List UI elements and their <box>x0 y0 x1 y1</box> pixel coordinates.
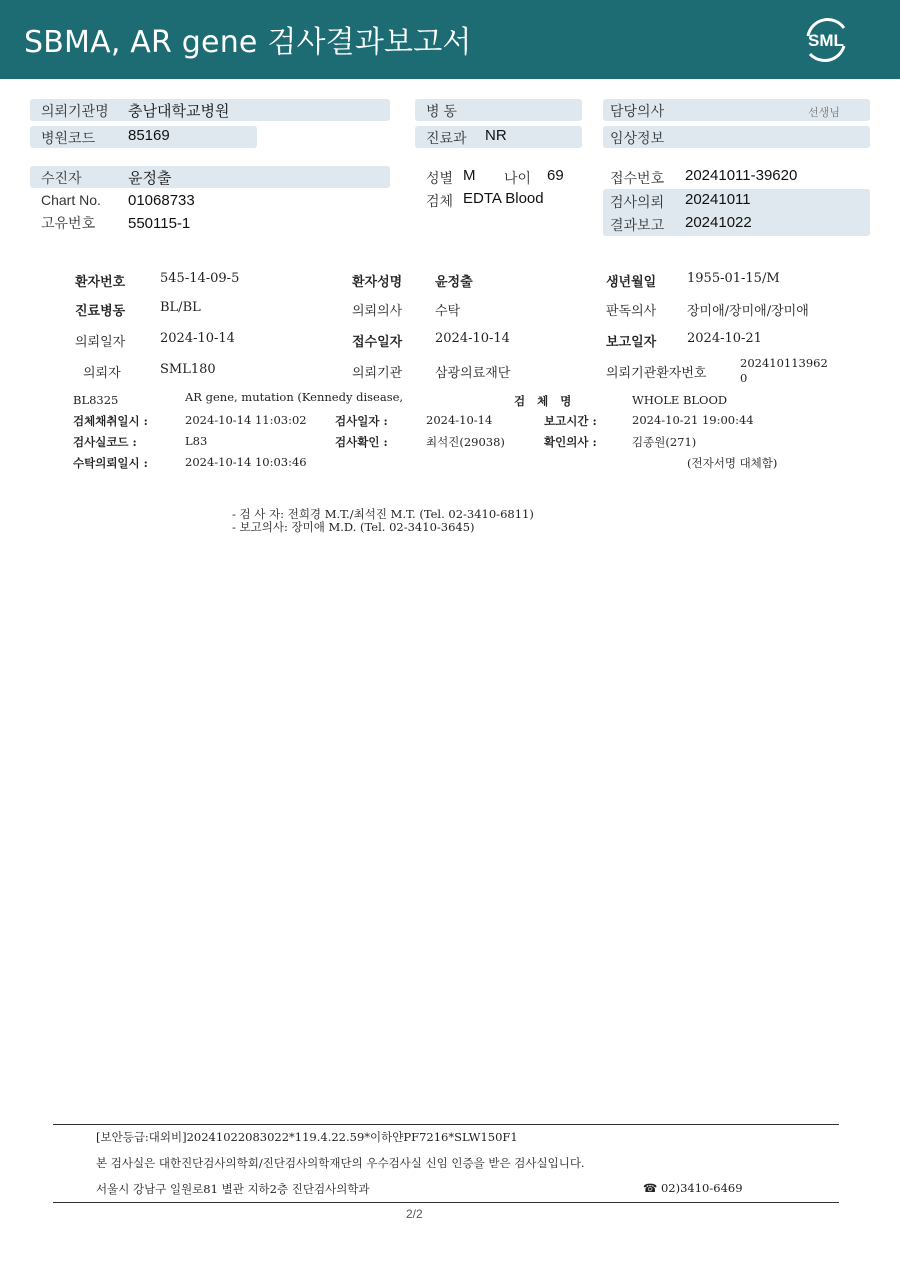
lab-code-value: L83 <box>185 434 208 448</box>
unique-value: 550115-1 <box>128 215 191 232</box>
institution-value: 충남대학교병원 <box>128 103 230 120</box>
ward-scan-label: 진료병동 <box>75 304 126 319</box>
specimen-name-label: 검 체 명 <box>514 394 576 408</box>
reporter-line: - 보고의사: 장미애 M.D. (Tel. 02-3410-3645) <box>232 520 475 534</box>
report-value: 20241022 <box>685 214 752 231</box>
report-date-value: 2024-10-21 <box>687 331 762 346</box>
report-date-label: 보고일자 <box>606 335 657 350</box>
collect-label: 검체채취일시 : <box>73 414 148 428</box>
req-inst-label: 의뢰기관 <box>352 366 403 381</box>
contract-value: 2024-10-14 10:03:46 <box>185 455 307 469</box>
institution-label: 의뢰기관명 <box>41 103 109 119</box>
specimen-value: EDTA Blood <box>463 190 544 207</box>
reading-doctor-label: 판독의사 <box>606 304 657 319</box>
test-code: BL8325 <box>73 393 119 407</box>
patient-no-value: 545-14-09-5 <box>160 271 240 286</box>
dept-label: 진료과 <box>426 130 467 146</box>
unique-label: 고유번호 <box>41 215 96 231</box>
page-number: 2/2 <box>406 1207 423 1221</box>
patient-value: 윤정출 <box>128 170 172 187</box>
test-date-label: 검사일자 : <box>335 414 388 428</box>
chart-value: 01068733 <box>128 192 195 209</box>
requester-label: 의뢰자 <box>83 366 121 381</box>
phone-line: ☎ 02)3410-6469 <box>643 1181 743 1195</box>
confirm-doctor-label: 확인의사 : <box>544 435 597 449</box>
inst-patient-no-value: 202410113962 <box>740 356 828 370</box>
requester-value: SML180 <box>160 362 216 377</box>
recv-date-label: 접수일자 <box>352 335 403 350</box>
patient-no-label: 환자번호 <box>75 275 126 290</box>
doctor-suffix: 선생님 <box>808 107 840 119</box>
report-header <box>0 0 900 79</box>
req-inst-value: 삼광의료재단 <box>435 366 511 381</box>
confirm-label: 검사확인 : <box>335 435 388 449</box>
req-doctor-label: 의뢰의사 <box>352 304 403 319</box>
ward-scan-value: BL/BL <box>160 300 201 315</box>
recv-date-value: 2024-10-14 <box>435 331 510 346</box>
birth-label: 생년월일 <box>606 275 657 290</box>
lab-code-label: 검사실코드 : <box>73 435 137 449</box>
confirm-value: 최석진(29038) <box>426 435 505 449</box>
sex-value: M <box>463 167 476 184</box>
hospital-code-label: 병원코드 <box>41 130 96 146</box>
receipt-label: 접수번호 <box>610 170 665 186</box>
receipt-value: 20241011-39620 <box>685 167 798 184</box>
esign-note: (전자서명 대체함) <box>687 456 778 470</box>
clinical-label: 임상정보 <box>610 130 665 146</box>
certification-line: 본 검사실은 대한진단검사의학회/진단검사의학재단의 우수검사실 신임 인증을 받은 검사실입니다. <box>96 1156 585 1170</box>
svg-text:SML: SML <box>808 31 844 50</box>
req-date-value: 2024-10-14 <box>160 331 235 346</box>
specimen-name-value: WHOLE BLOOD <box>632 393 728 407</box>
req-doctor-value: 수탁 <box>435 304 461 319</box>
sex-label: 성별 <box>426 170 454 186</box>
footer-top-rule <box>53 1124 839 1125</box>
age-value: 69 <box>547 167 564 184</box>
req-date-label: 의뢰일자 <box>75 335 126 350</box>
report-time-value: 2024-10-21 19:00:44 <box>632 413 754 427</box>
patient-name-value: 윤정출 <box>435 275 473 290</box>
age-label: 나이 <box>504 170 532 186</box>
patient-label: 수진자 <box>41 170 82 186</box>
confirm-doctor-value: 김종원(271) <box>632 435 697 449</box>
test-date-value: 2024-10-14 <box>426 413 493 427</box>
footer-bottom-rule <box>53 1202 839 1203</box>
patient-name-label: 환자성명 <box>352 275 403 290</box>
specimen-label: 검체 <box>426 193 454 209</box>
sml-logo <box>800 14 852 66</box>
doctor-label: 담당의사 <box>610 103 665 119</box>
patient-row <box>30 166 390 188</box>
request-value: 20241011 <box>685 191 751 208</box>
reading-doctor-value: 장미애/장미애/장미애 <box>687 304 809 319</box>
tester-line: - 검 사 자: 전희경 M.T./최석진 M.T. (Tel. 02-3410-6811) <box>232 507 534 521</box>
hospital-code-value: 85169 <box>128 127 170 144</box>
address-line: 서울시 강남구 일원로81 별관 지하2층 진단검사의학과 <box>96 1182 370 1196</box>
inst-patient-no-label: 의뢰기관환자번호 <box>606 366 707 381</box>
report-time-label: 보고시간 : <box>544 414 597 428</box>
report-title: SBMA, AR gene 검사결과보고서 <box>24 25 472 60</box>
birth-value: 1955-01-15/M <box>687 271 780 286</box>
inst-patient-no-value-2: 0 <box>740 371 748 385</box>
security-line: [보안등급:대외비]20241022083022*119.4.22.59*이하얀PF7216*SLW150F1 <box>96 1130 518 1144</box>
test-name: AR gene, mutation (Kennedy disease, <box>185 390 404 404</box>
dept-value: NR <box>485 127 507 144</box>
collect-value: 2024-10-14 11:03:02 <box>185 413 307 427</box>
ward-label: 병 동 <box>426 103 457 119</box>
report-label: 결과보고 <box>610 217 665 233</box>
request-label: 검사의뢰 <box>610 194 665 210</box>
contract-label: 수탁의뢰일시 : <box>73 456 148 470</box>
chart-label: Chart No. <box>41 192 101 208</box>
